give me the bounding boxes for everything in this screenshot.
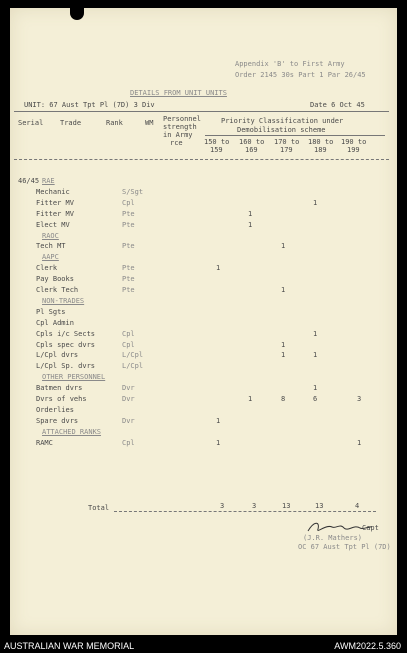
- row-trade: Batmen dvrs: [36, 384, 83, 392]
- row-rank: Cpl: [122, 199, 135, 207]
- row-trade: Fitter MV: [36, 210, 74, 218]
- col-priority-1: Priority Classification under: [221, 117, 344, 125]
- range-190-bottom: 199: [347, 146, 360, 154]
- archive-footer: [0, 638, 407, 653]
- row-trade: Cpl Admin: [36, 319, 74, 327]
- row-trade: Pl Sgts: [36, 308, 66, 316]
- row-rank: Cpl: [122, 330, 135, 338]
- col-serial: Serial: [18, 119, 44, 127]
- row-rank: Pte: [122, 210, 135, 218]
- range-170-bottom: 179: [280, 146, 293, 154]
- footer-left: AUSTRALIAN WAR MEMORIAL: [4, 641, 135, 651]
- total-180: 13: [315, 502, 324, 510]
- row-value-160: 1: [248, 395, 253, 403]
- row-trade: RAOC: [42, 232, 59, 240]
- signature-unit: OC 67 Aust Tpt Pl (7D): [298, 543, 391, 551]
- form-title: DETAILS FROM UNIT UNITS: [130, 89, 227, 97]
- row-value-180: 6: [313, 395, 318, 403]
- torn-notch: [70, 8, 84, 20]
- row-value-180: 1: [313, 199, 318, 207]
- row-trade: Elect MV: [36, 221, 70, 229]
- row-value-160: 1: [248, 210, 253, 218]
- row-trade: Clerk Tech: [36, 286, 79, 294]
- row-serial: 46/45: [18, 177, 40, 185]
- row-rank: Pte: [122, 275, 135, 283]
- row-trade: AAPC: [42, 253, 59, 261]
- total-underline: [114, 511, 376, 512]
- header-rule-bottom: [14, 159, 389, 160]
- row-trade: Tech MT: [36, 242, 66, 250]
- row-rank: S/Sgt: [122, 188, 144, 196]
- total-190: 4: [355, 502, 360, 510]
- row-trade: Pay Books: [36, 275, 74, 283]
- row-trade: L/Cpl Sp. dvrs: [36, 362, 96, 370]
- footer-right: AWM2022.5.360: [334, 641, 401, 651]
- col-strength-1: Personnel: [163, 115, 201, 123]
- row-value-150: 1: [216, 264, 221, 272]
- signature-name: (J.R. Mathers): [303, 534, 363, 542]
- row-value-160: 1: [248, 221, 253, 229]
- row-rank: Pte: [122, 221, 135, 229]
- row-rank: Pte: [122, 242, 135, 250]
- row-rank: Pte: [122, 286, 135, 294]
- col-priority-2: Demobilisation scheme: [237, 126, 326, 134]
- row-value-150: 1: [216, 417, 221, 425]
- range-160-top: 160 to: [239, 138, 265, 146]
- row-trade: RAE: [42, 177, 55, 185]
- row-trade: Cpls spec dvrs: [36, 341, 96, 349]
- row-value-190: 1: [357, 439, 362, 447]
- row-value-180: 1: [313, 330, 318, 338]
- range-180-bottom: 189: [314, 146, 327, 154]
- row-trade: NON-TRADES: [42, 297, 85, 305]
- range-160-bottom: 169: [245, 146, 258, 154]
- row-rank: Cpl: [122, 439, 135, 447]
- row-trade: Mechanic: [36, 188, 70, 196]
- range-180-top: 180 to: [308, 138, 334, 146]
- row-value-170: 1: [281, 242, 286, 250]
- row-trade: ATTACHED RANKS: [42, 428, 102, 436]
- col-trade: Trade: [60, 119, 82, 127]
- row-rank: L/Cpl: [122, 362, 144, 370]
- row-trade: RAMC: [36, 439, 53, 447]
- range-190-top: 190 to: [341, 138, 367, 146]
- row-value-180: 1: [313, 384, 318, 392]
- signature-rank: Capt: [362, 524, 379, 532]
- row-rank: Dvr: [122, 417, 135, 425]
- row-rank: Dvr: [122, 395, 135, 403]
- row-trade: Spare dvrs: [36, 417, 79, 425]
- row-value-170: 8: [281, 395, 286, 403]
- row-value-170: 1: [281, 351, 286, 359]
- col-strength-4: rce: [170, 139, 183, 147]
- row-trade: OTHER PERSONNEL: [42, 373, 106, 381]
- total-160: 3: [252, 502, 257, 510]
- col-strength-3: in Army: [163, 131, 193, 139]
- range-170-top: 170 to: [274, 138, 300, 146]
- row-value-190: 3: [357, 395, 362, 403]
- appendix-line-2: Order 2145 30s Part 1 Par 26/45: [235, 71, 366, 79]
- row-rank: Dvr: [122, 384, 135, 392]
- row-rank: Pte: [122, 264, 135, 272]
- range-150-bottom: 159: [210, 146, 223, 154]
- range-150-top: 150 to: [204, 138, 230, 146]
- row-trade: Fitter MV: [36, 199, 74, 207]
- unit-name: UNIT: 67 Aust Tpt Pl (7D) 3 Div: [24, 101, 155, 109]
- row-value-170: 1: [281, 286, 286, 294]
- appendix-line-1: Appendix 'B' to First Army: [235, 60, 345, 68]
- row-value-180: 1: [313, 351, 318, 359]
- document-page: [10, 8, 397, 635]
- row-trade: Orderlies: [36, 406, 74, 414]
- col-wm: WM: [145, 119, 154, 127]
- row-trade: Cpls i/c Sects: [36, 330, 96, 338]
- col-rank: Rank: [106, 119, 123, 127]
- total-150: 3: [220, 502, 225, 510]
- row-value-170: 1: [281, 341, 286, 349]
- report-date: Date 6 Oct 45: [310, 101, 365, 109]
- row-trade: Dvrs of vehs: [36, 395, 87, 403]
- row-rank: L/Cpl: [122, 351, 144, 359]
- priority-rule: [205, 135, 385, 136]
- row-trade: Clerk: [36, 264, 58, 272]
- row-trade: L/Cpl dvrs: [36, 351, 79, 359]
- row-value-150: 1: [216, 439, 221, 447]
- col-strength-2: strength: [163, 123, 197, 131]
- header-rule-top: [14, 111, 389, 112]
- total-label: Total: [88, 504, 110, 512]
- total-170: 13: [282, 502, 291, 510]
- row-rank: Cpl: [122, 341, 135, 349]
